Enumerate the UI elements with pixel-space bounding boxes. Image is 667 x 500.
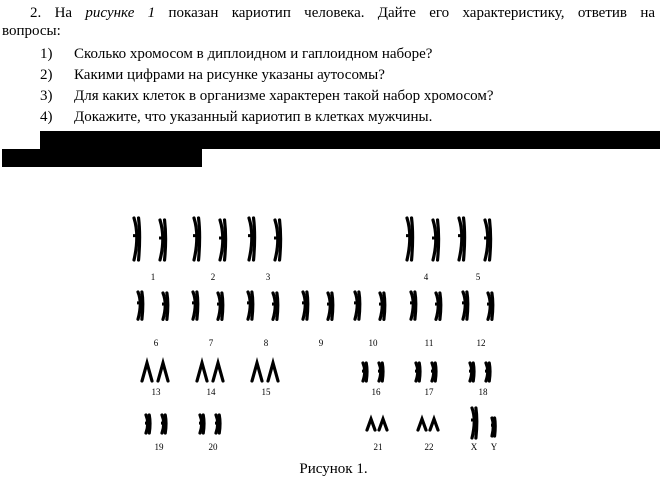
chromosome-label: 15 (261, 387, 271, 397)
question-number: 1) (40, 46, 53, 62)
karyotype-figure (0, 200, 667, 460)
task-figure-ref: рисунке 1 (85, 5, 156, 21)
chromosome-label: 13 (151, 387, 161, 397)
chromosome-label: 6 (153, 338, 159, 348)
question-item (40, 86, 494, 107)
task-text-before: На (54, 5, 73, 21)
chromosome-pair-7 (192, 292, 224, 319)
chromosome-x-label: X (470, 442, 478, 452)
chromosome-label: 21 (373, 442, 383, 452)
chromosome-pair-18 (469, 363, 491, 381)
question-text: Для каких клеток в организме характерен такой набор хромосом? (74, 88, 494, 104)
chromosome-pair-10 (354, 292, 386, 319)
chromosome-pair-22 (418, 419, 438, 430)
chromosome-pair-4 (406, 218, 439, 260)
chromosome-pair-9 (302, 292, 334, 319)
question-text: Какими цифрами на рисунке указаны аутосомы? (74, 67, 385, 83)
redaction-bar (40, 131, 660, 149)
chromosome-label: 16 (371, 387, 381, 397)
question-number: 4) (40, 109, 53, 125)
chromosome-pair-3 (248, 218, 281, 260)
chromosome-pair-13 (142, 363, 168, 381)
question-list (40, 44, 494, 128)
chromosome-label: 20 (208, 442, 218, 452)
chromosome-label: 19 (154, 442, 164, 452)
chromosome-pair-21 (367, 419, 387, 430)
chromosome-label: 8 (263, 338, 269, 348)
chromosome-label: 1 (150, 272, 156, 282)
chromosome-pair-17 (415, 363, 437, 381)
question-text: Сколько хромосом в диплоидном и гаплоидном наборе? (74, 46, 433, 62)
chromosome-pair-11 (410, 292, 442, 319)
chromosome-label: 22 (424, 442, 434, 452)
chromosome-pair-19 (145, 415, 167, 433)
chromosome-pair-14 (197, 363, 223, 381)
question-item (40, 65, 494, 86)
chromosome-y-label: Y (490, 442, 498, 452)
redaction-bar (2, 149, 202, 167)
chromosome-label: 14 (206, 387, 216, 397)
question-number: 2) (40, 67, 53, 83)
chromosome-label: 17 (424, 387, 434, 397)
chromosome-pair-15 (252, 363, 278, 381)
chromosome-label: 18 (478, 387, 488, 397)
task-number: 2. (30, 5, 42, 21)
chromosome-label: 4 (423, 272, 429, 282)
chromosome-pair-8 (247, 292, 279, 319)
question-text: Докажите, что указанный кариотип в клетках мужчины. (74, 109, 433, 125)
task-text-after: показан кариотип человека. Дайте его характеристику, ответив на (168, 5, 656, 21)
chromosome-label: 12 (476, 338, 486, 348)
chromosome-pair-2 (193, 218, 226, 260)
chromosome-label: 3 (265, 272, 271, 282)
chromosome-label: 7 (208, 338, 214, 348)
question-item (40, 44, 494, 65)
chromosome-pair-20 (199, 415, 221, 433)
chromosome-label: 2 (210, 272, 216, 282)
chromosome-pair-12 (462, 292, 494, 319)
question-item (40, 107, 494, 128)
chromosome-label: 10 (368, 338, 378, 348)
task-statement (30, 4, 655, 22)
sex-chromosomes (471, 408, 496, 438)
chromosome-pair-1 (133, 218, 166, 260)
chromosome-pair-16 (362, 363, 384, 381)
chromosome-pair-6 (137, 292, 169, 319)
figure-caption: Рисунок 1. (299, 461, 368, 477)
chromosome-pair-5 (458, 218, 491, 260)
chromosome-label: 9 (318, 338, 324, 348)
chromosome-label: 5 (475, 272, 481, 282)
task-statement-cont: вопросы: (2, 23, 61, 39)
question-number: 3) (40, 88, 53, 104)
chromosome-label: 11 (424, 338, 434, 348)
